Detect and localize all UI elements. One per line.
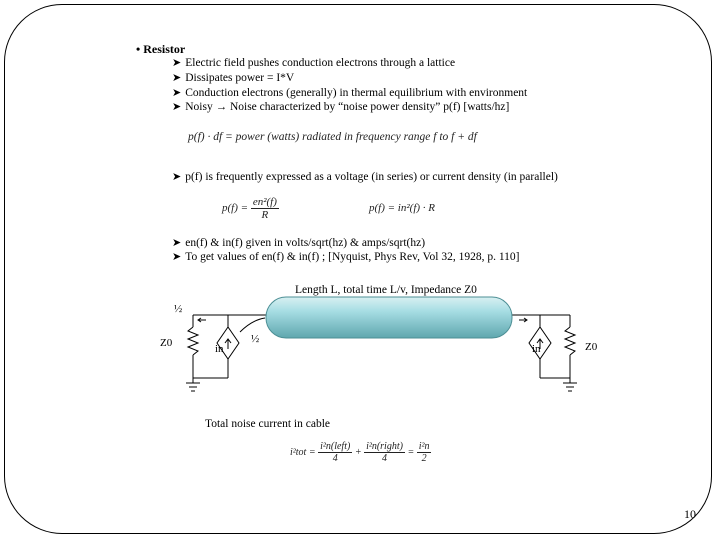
coax-cable (266, 297, 512, 338)
z0-left-label: Z0 (160, 337, 173, 349)
half-label-middle: ½ (251, 333, 260, 345)
in-right-label: in (532, 343, 541, 355)
bullet-3: ➤ Conduction electrons (generally) in thermal equilibrium with environment (172, 86, 528, 99)
fraction: $\frac{\text{i²n(left)}}{4}$ (320, 441, 351, 464)
bullet-arrow-icon: ➤ (172, 236, 182, 249)
bullet-4: ➤ Noisy → Noise characterized by “noise power density” p(f) [watts/hz] (172, 100, 510, 113)
bullet-arrow-icon: ➤ (172, 170, 182, 183)
equation-voltage-form: p(f) = $\frac{\text{en²(f)}}{R}$ (222, 196, 277, 221)
fraction: $\frac{\text{i²n}}{2}$ (418, 441, 430, 464)
fraction: $\frac{\text{en²(f)}}{R}$ (252, 196, 277, 221)
bullet-arrow-icon: ➤ (172, 86, 182, 99)
equation-current-form: p(f) = in²(f) · R (369, 202, 436, 214)
right-resistor-icon (565, 315, 575, 378)
right-ground-icon (563, 378, 577, 391)
slide-title: • Resistor (136, 42, 186, 56)
bullet-arrow-icon: ➤ (172, 71, 182, 84)
cable-label: Length L, total time L/v, Impedance Z0 (295, 284, 477, 296)
half-label-top: ½ (174, 303, 183, 315)
bullet-5: ➤ p(f) is frequently expressed as a voltage (in series) or current density (in parallel) (172, 170, 558, 183)
fraction: $\frac{\text{i²n(right)}}{4}$ (366, 441, 403, 464)
in-left-label: in (215, 343, 224, 355)
bullet-arrow-icon: ➤ (172, 56, 182, 69)
bullet-2: ➤ Dissipates power = I*V (172, 71, 295, 84)
equation-power-density: p(f) · df = power (watts) radiated in frequency range f to f + df (188, 131, 477, 143)
bullet-arrow-icon: ➤ (172, 100, 182, 113)
left-resistor-icon (188, 315, 198, 378)
left-ground-icon (186, 378, 200, 391)
left-connection-arc (240, 318, 265, 332)
equation-total-noise: i²tot = $\frac{\text{i²n(left)}}{4}$ + $\frac{\text{i²n(right)}}{4}$ = $\frac{\text{i²n}}{2}$ (290, 441, 430, 464)
bullet-7: ➤ To get values of en(f) & in(f) ; [Nyquist, Phys Rev, Vol 32, 1928, p. 110] (172, 250, 520, 263)
bullet-1: ➤ Electric field pushes conduction electrons through a lattice (172, 56, 456, 69)
bullet-6: ➤ en(f) & in(f) given in volts/sqrt(hz) & amps/sqrt(hz) (172, 236, 426, 249)
total-noise-label: Total noise current in cable (205, 418, 331, 430)
bullet-arrow-icon: ➤ (172, 250, 182, 263)
page-number: 10 (684, 507, 696, 521)
z0-right-label: Z0 (585, 341, 598, 353)
